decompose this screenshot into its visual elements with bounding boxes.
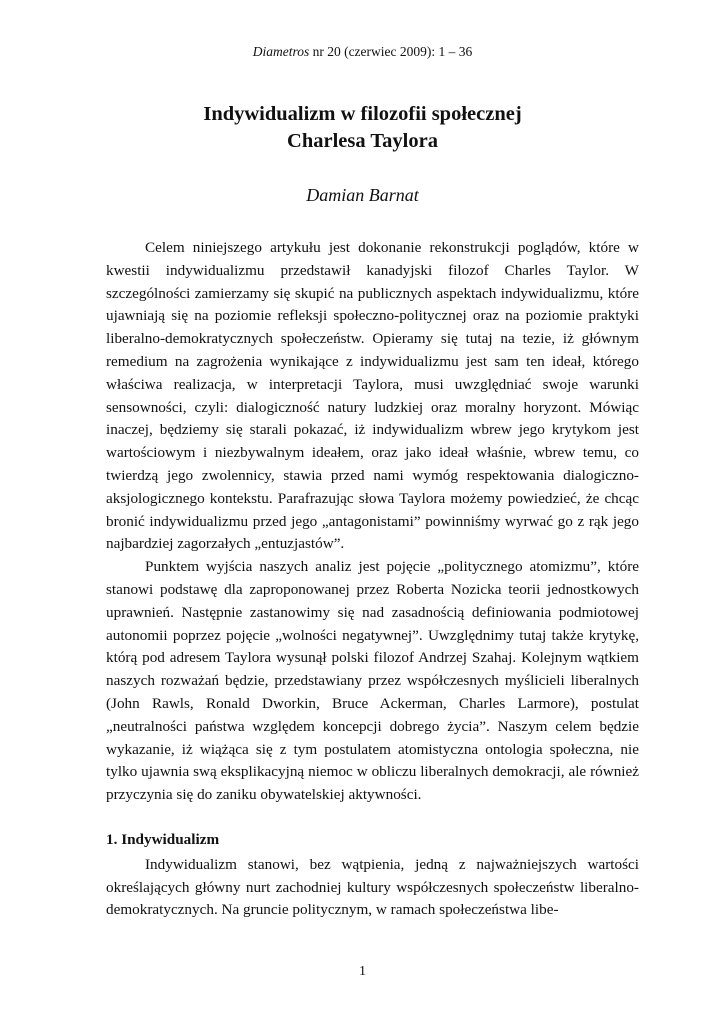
article-title: [0, 101, 725, 155]
body-paragraph: Punktem wyjścia naszych analiz jest pojęcie „politycznego atomizmu”, które stanowi podstawę dla zaproponowanej przez Roberta Nozicka teorii jednostkowych uprawnień. Następnie zastanowimy się nad zasadnością definiowania podmiotowej autonomii poprzez pojęcie „wolności negatywnej”. Uwzględnimy tutaj także krytykę, którą pod adresem Taylora wysunął polski filozof Andrzej Szahaj. Kolejnym wątkiem naszych rozważań będzie, przedstawiany przez współczesnych myślicieli liberalnych (John Rawls, Ronald Dworkin, Bruce Ackerman, Charles Larmore), postulat „neutralności państwa względem koncepcji dobrego życia”. Naszym celem będzie wykazanie, iż wiążąca się z tym postulatem atomistyczna ontologia społeczna, nie tylko ujawnia swą eksplikacyjną niemoc w obliczu liberalnych demokracji, ale również przyczynia się do zaniku obywatelskiej aktywności.: [106, 558, 639, 804]
article-title-line-2: Charlesa Taylora: [287, 130, 438, 152]
article-title-line-1: Indywidualizm w filozofii społecznej: [203, 103, 522, 125]
page-number: 1: [359, 964, 366, 979]
article-body: [106, 237, 639, 922]
body-paragraph: Celem niniejszego artykułu jest dokonanie rekonstrukcji poglądów, które w kwestii indywidualizmu przedstawił kanadyjski filozof Charles Taylor. W szczególności zamierzamy się skupić na publicznych aspektach indywidualizmu, które ujawniają się na poziomie refleksji społeczno-politycznej oraz na poziomie praktyki liberalno-demokratycznych społeczeństw. Opieramy się tutaj na tezie, iż głównym remedium na zagrożenia wynikające z indywidualizmu jest sam ten ideał, którego właściwa realizacja, w interpretacji Taylora, musi uwzględniać swoje warunki sensowności, czyli: dialogiczność natury ludzkiej oraz moralny horyzont. Mówiąc inaczej, będziemy się starali pokazać, iż indywidualizm wbrew jego krytykom jest wartościowym i niezbywalnym ideałem, oraz jako ideał właśnie, wbrew temu, co twierdzą jego zwolennicy, stawia przed nami wymóg respektowania dialogiczno-aksjologicznego kontekstu. Parafrazując słowa Taylora możemy powiedzieć, że chcąc bronić indywidualizmu przed jego „antagonistami” powinniśmy wyrwać go z rąk jego najbardziej zagorzałych „entuzjastów”.: [106, 239, 639, 553]
journal-citation: nr 20 (czerwiec 2009): 1 – 36: [309, 44, 473, 59]
journal-header: [0, 44, 725, 60]
body-paragraph: Indywidualizm stanowi, bez wątpienia, jedną z najważniejszych wartości określających główny nurt zachodniej kultury współczesnych społeczeństw liberalno-demokratycznych. Na gruncie politycznym, w ramach społeczeństwa libe-: [106, 855, 639, 919]
section-heading: 1. Indywidualizm: [106, 830, 220, 848]
journal-name: Diametros: [252, 44, 310, 59]
article-author: Damian Barnat: [306, 185, 419, 205]
